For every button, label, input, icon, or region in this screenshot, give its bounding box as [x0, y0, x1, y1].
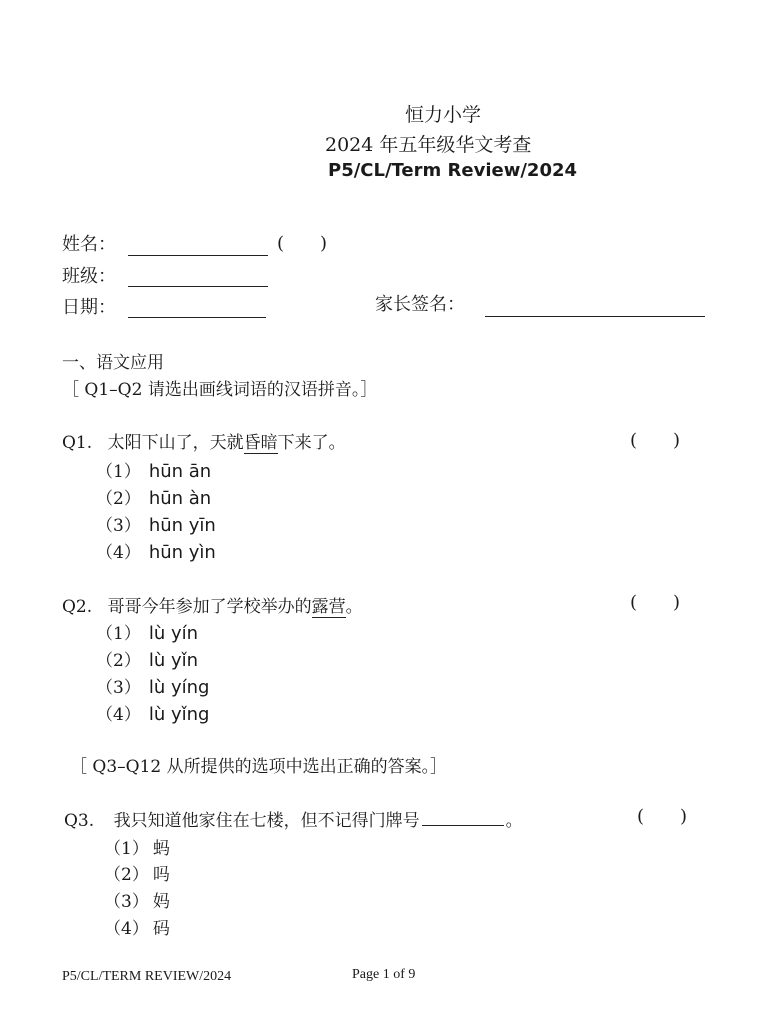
answer-parens-q3[interactable]: ( )	[637, 806, 688, 827]
name-label: 姓名：	[62, 234, 116, 255]
option-q2-2[interactable]	[96, 646, 198, 671]
option-q3-4[interactable]	[104, 914, 170, 939]
option-q3-1[interactable]	[104, 834, 170, 859]
class-field[interactable]	[128, 286, 268, 287]
option-number: （4）	[96, 543, 141, 563]
underlined-word: 露营	[311, 597, 346, 617]
option-number: （3）	[96, 516, 141, 536]
option-text: hūn yīn	[148, 515, 216, 536]
question-text-after: 。	[505, 811, 523, 831]
option-text: lù yín	[148, 623, 199, 644]
instruction-q1-q2: ［ Q1–Q2 请选出画线词语的汉语拼音。］	[62, 380, 378, 400]
option-number: （3）	[96, 678, 141, 698]
option-text: hūn àn	[148, 488, 212, 509]
exam-title: 2024 年五年级华文考查	[325, 134, 532, 156]
option-text: lù yǐng	[148, 704, 210, 725]
question-q2	[62, 592, 363, 617]
option-q3-3[interactable]	[104, 887, 170, 912]
question-text-before: 哥哥今年参加了学校举办的	[107, 597, 312, 617]
question-q1	[62, 428, 346, 453]
answer-parens-q1[interactable]: ( )	[630, 430, 681, 451]
option-text: 蚂	[152, 839, 170, 859]
option-q2-3[interactable]	[96, 673, 209, 698]
option-number: （2）	[96, 489, 141, 509]
instruction-q3-q12: ［ Q3–Q12 从所提供的选项中选出正确的答案。］	[70, 757, 448, 777]
question-text-before: 太阳下山了，天就	[107, 433, 244, 453]
option-number: （2）	[96, 651, 141, 671]
question-text-after: 。	[345, 597, 363, 617]
underlined-word: 昏暗	[243, 433, 278, 453]
option-text: 妈	[152, 892, 170, 912]
option-number: （4）	[104, 919, 149, 939]
option-q1-1[interactable]	[96, 457, 211, 482]
name-field[interactable]	[128, 255, 268, 256]
footer-code: P5/CL/TERM REVIEW/2024	[62, 969, 232, 984]
index-number-parens[interactable]: ( )	[277, 233, 328, 254]
section-title: 一、语文应用	[62, 353, 164, 373]
option-q1-3[interactable]	[96, 511, 216, 536]
parent-signature-label: 家长签名：	[375, 294, 465, 315]
question-number: Q3.	[64, 811, 95, 831]
option-q1-2[interactable]	[96, 484, 211, 509]
question-q3	[64, 806, 523, 831]
page-number: Page 1 of 9	[352, 967, 416, 982]
option-q2-4[interactable]	[96, 700, 209, 725]
question-text-before: 我只知道他家住在七楼，但不记得门牌号	[113, 811, 420, 831]
option-q2-1[interactable]	[96, 619, 198, 644]
answer-parens-q2[interactable]: ( )	[630, 592, 681, 613]
option-number: （4）	[96, 705, 141, 725]
question-number: Q2.	[62, 597, 93, 617]
option-number: （1）	[104, 839, 149, 859]
date-field[interactable]	[128, 317, 266, 318]
question-number: Q1.	[62, 433, 93, 453]
class-label: 班级：	[62, 266, 116, 287]
option-text: 吗	[152, 865, 170, 885]
option-number: （3）	[104, 892, 149, 912]
question-text-after: 下来了。	[277, 433, 346, 453]
option-q1-4[interactable]	[96, 538, 216, 563]
fill-in-blank[interactable]	[422, 825, 504, 826]
option-q3-2[interactable]	[104, 860, 170, 885]
date-label: 日期：	[62, 297, 116, 318]
exam-code: P5/CL/Term Review/2024	[328, 160, 578, 181]
school-name: 恒力小学	[405, 104, 482, 126]
parent-signature-field[interactable]	[485, 316, 705, 317]
option-text: 码	[152, 919, 170, 939]
option-number: （1）	[96, 624, 141, 644]
option-text: hūn ān	[148, 461, 212, 482]
option-text: hūn yìn	[148, 542, 216, 563]
option-number: （1）	[96, 462, 141, 482]
option-text: lù yǐn	[148, 650, 199, 671]
option-text: lù yíng	[148, 677, 210, 698]
option-number: （2）	[104, 865, 149, 885]
